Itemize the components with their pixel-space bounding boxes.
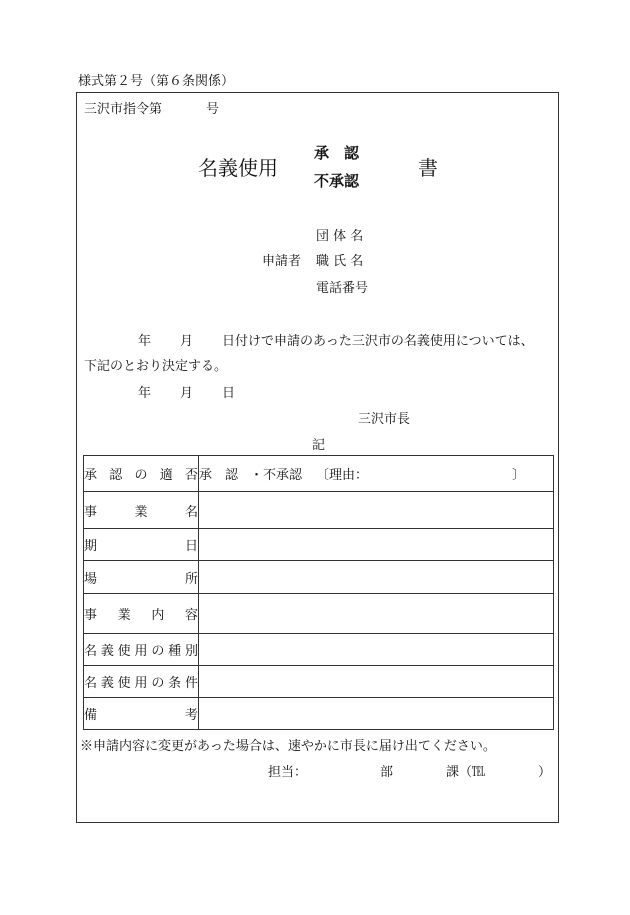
row-value-cell[interactable] (199, 634, 554, 666)
row-label-char: 義 (100, 676, 114, 691)
table-row (84, 492, 554, 529)
applicant-org-label: 団 体 名 (316, 229, 364, 244)
table-row (84, 594, 554, 634)
table-row (84, 561, 554, 594)
designation-suffix: 号 (206, 102, 220, 117)
ki-heading: 記 (312, 438, 326, 453)
decision-date-day: 日 (222, 386, 236, 401)
row-value-cell[interactable] (199, 698, 554, 730)
title-right: 書 (418, 156, 438, 180)
approval-reason-open: 〔理由： (316, 468, 369, 483)
body-line1: 日付けで申請のあった三沢市の名義使用については、 (222, 334, 534, 349)
applicant-phone-label: 電話番号 (316, 281, 369, 296)
decision-date-month: 月 (180, 386, 194, 401)
row-label-char: 名 (84, 644, 98, 659)
row-label-char: 条 (168, 676, 182, 691)
table-row (84, 456, 554, 492)
row-label-char: 別 (184, 644, 198, 659)
row-value-cell[interactable] (199, 561, 554, 594)
title-option-approve: 承 認 (314, 144, 360, 162)
row-label-char: 承 (84, 468, 98, 483)
row-value-cell[interactable] (199, 594, 554, 634)
form-number: 様式第２号（第６条関係） (78, 74, 235, 89)
row-label-char: 事 (84, 608, 98, 623)
row-label-char: 義 (100, 644, 114, 659)
row-label-char: 場 (84, 571, 98, 587)
row-label-char: の (151, 676, 165, 691)
body-line2: 下記のとおり決定する。 (84, 359, 228, 374)
row-label-char: 事 (84, 504, 98, 520)
approval-value-cell[interactable] (199, 456, 554, 492)
title-left: 名義使用 (198, 156, 278, 180)
approval-reason-close: 〕 (511, 468, 525, 483)
row-label-char: 業 (117, 608, 131, 623)
row-value-cell[interactable] (199, 666, 554, 698)
change-note: ※申請内容に変更があった場合は、速やかに市長に届け出てください。 (80, 739, 496, 754)
row-label-char: の (151, 644, 165, 659)
row-label-char: 内 (151, 608, 165, 623)
approval-reject: ・不承認 (250, 468, 303, 483)
row-value-cell[interactable] (199, 492, 554, 529)
contact-label: 担当： (268, 765, 308, 780)
row-label-char: 否 (184, 468, 198, 483)
table-row (84, 666, 554, 698)
row-label (84, 492, 199, 529)
row-label-char: 名 (184, 504, 198, 520)
row-label (84, 634, 199, 666)
row-label-char: 考 (184, 708, 198, 723)
row-label (84, 529, 199, 561)
applicant-position-label: 職 氏 名 (316, 254, 364, 269)
row-label-char: 日 (184, 539, 198, 554)
row-label-char: 用 (134, 676, 148, 691)
row-label-char: 業 (134, 504, 148, 520)
title-option-reject: 不承認 (314, 172, 360, 190)
table-row (84, 529, 554, 561)
row-label (84, 561, 199, 594)
row-label-char: 期 (84, 539, 98, 554)
contact-department: 部 (380, 765, 394, 780)
approval-approve: 承 認 (199, 468, 239, 483)
row-label-char: 備 (84, 708, 98, 723)
designation-prefix: 三沢市指令第 (84, 102, 163, 117)
items-table (83, 455, 554, 730)
row-label-char: 用 (134, 644, 148, 659)
row-label-char: の (134, 468, 148, 483)
table-row (84, 634, 554, 666)
row-label-char: 使 (117, 644, 131, 659)
row-label (84, 666, 199, 698)
row-label-char: 名 (84, 676, 98, 691)
row-label-char: 使 (117, 676, 131, 691)
signer: 三沢市長 (358, 412, 411, 427)
row-label-char: 所 (184, 571, 198, 587)
body-date-month: 月 (180, 334, 194, 349)
contact-close: ） (538, 765, 552, 780)
row-label-char: 種 (168, 644, 182, 659)
row-label-char: 件 (184, 676, 198, 691)
row-label-char: 認 (109, 468, 123, 483)
applicant-role: 申請者 (262, 254, 302, 269)
decision-date-year: 年 (138, 386, 152, 401)
row-label (84, 594, 199, 634)
row-label-char: 適 (159, 468, 173, 483)
body-date-year: 年 (138, 334, 152, 349)
row-label (84, 698, 199, 730)
row-label (84, 456, 199, 492)
contact-section: 課（℡ (446, 765, 486, 780)
table-row (84, 698, 554, 730)
row-label-char: 容 (184, 608, 198, 623)
row-value-cell[interactable] (199, 529, 554, 561)
